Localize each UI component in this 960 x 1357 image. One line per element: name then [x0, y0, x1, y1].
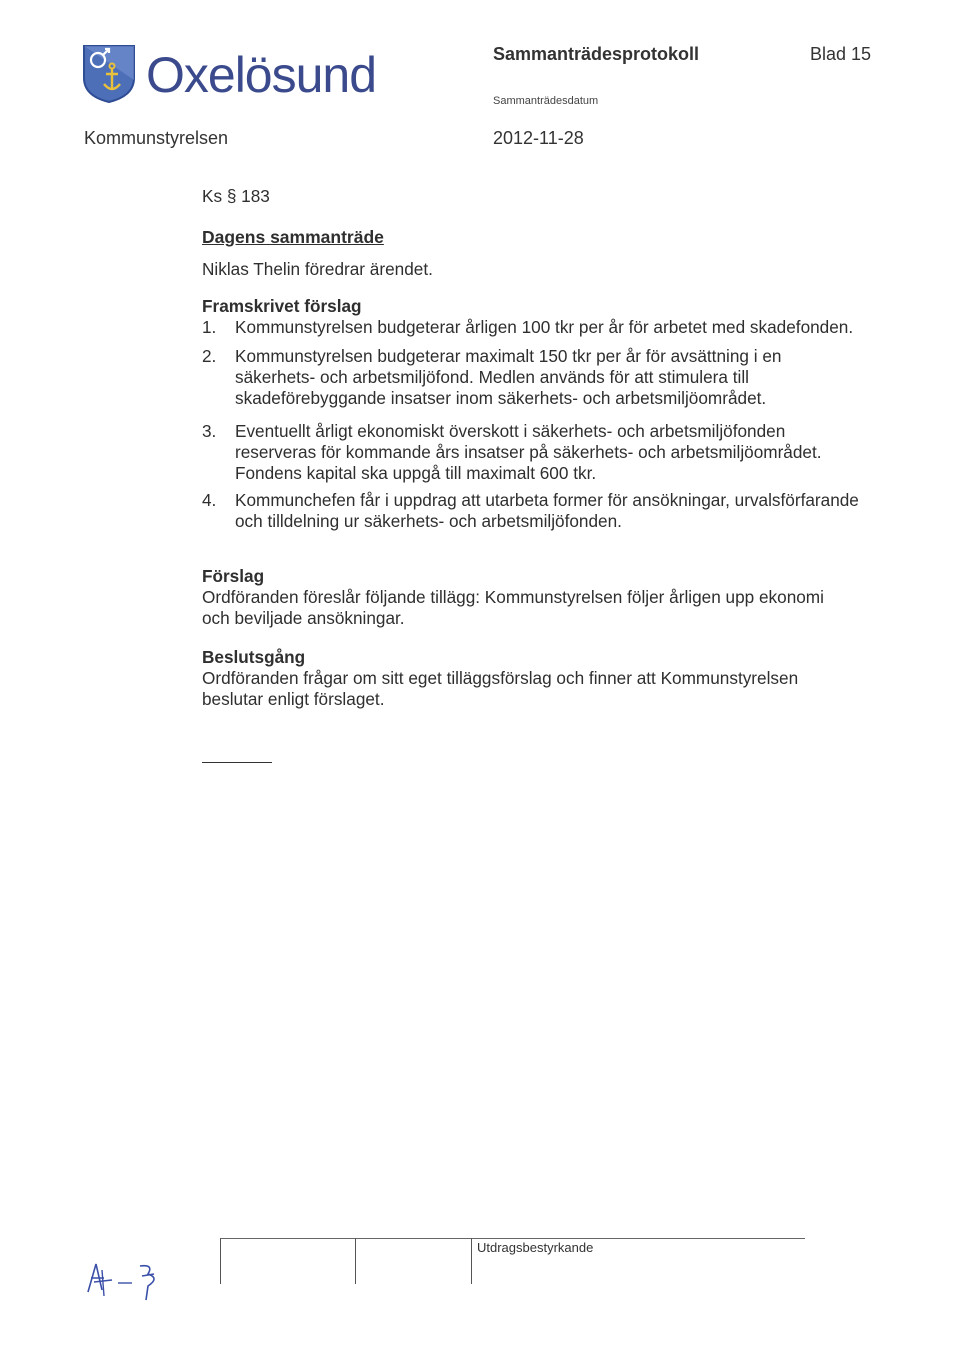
coat-of-arms-icon: [82, 44, 136, 104]
forslag-section: [202, 566, 892, 629]
item-number: 4.: [202, 490, 217, 510]
forslag-heading: Förslag: [202, 566, 265, 586]
item-number: 2.: [202, 346, 217, 366]
item-number: 3.: [202, 421, 217, 441]
signature-initials-icon: [82, 1256, 172, 1306]
municipality-logo: [82, 44, 377, 106]
intro-text: Niklas Thelin föredrar ärendet.: [202, 259, 433, 279]
item-line: Kommunchefen får i uppdrag att utarbeta former för ansökningar, urvalsförfarande: [235, 490, 859, 510]
list-item: [202, 317, 892, 338]
meeting-date-label: Sammanträdesdatum: [493, 95, 599, 107]
list-item: [202, 490, 892, 532]
meeting-date: 2012-11-28: [493, 128, 584, 148]
item-line: och tilldelning ur säkerhets- och arbetsmiljöfonden.: [235, 511, 622, 531]
document-title: Sammanträdesprotokoll: [493, 44, 700, 64]
signature-box-divider: [220, 1238, 221, 1284]
end-rule: [202, 762, 272, 763]
protocol-body: [202, 186, 892, 710]
item-line: skadeförebyggande insatser inom säkerhets- och arbetsmiljöområdet.: [235, 388, 767, 408]
item-number: 1.: [202, 317, 217, 337]
forslag-line: Ordföranden föreslår följande tillägg: Kommunstyrelsen följer årligen upp ekonomi: [202, 587, 824, 607]
section-number: Ks § 183: [202, 186, 270, 206]
logo-wordmark: Oxelösund: [146, 47, 377, 103]
footer-rule: [220, 1238, 805, 1239]
certified-label: Utdragsbestyrkande: [477, 1240, 594, 1255]
item-line: Fondens kapital ska uppgå till maximalt 600 tkr.: [235, 463, 597, 483]
item-line: Eventuellt årligt ekonomiskt överskott i säkerhets- och arbetsmiljöfonden: [235, 421, 786, 441]
sheet-number: Blad 15: [810, 44, 872, 64]
signature-box-divider: [355, 1238, 356, 1284]
beslut-line: Ordföranden frågar om sitt eget tilläggsförslag och finner att Kommunstyrelsen: [202, 668, 799, 688]
beslut-line: beslutar enligt förslaget.: [202, 689, 385, 709]
item-line: reserveras för kommande års insatser på säkerhets- och arbetsmiljöområdet.: [235, 442, 822, 462]
list-item: [202, 421, 892, 484]
signature-box-divider: [471, 1238, 472, 1284]
forslag-line: och beviljade ansökningar.: [202, 608, 405, 628]
item-line: Kommunstyrelsen budgeterar årligen 100 tkr per år för arbetet med skadefonden.: [235, 317, 854, 337]
proposal-list: [202, 317, 892, 532]
beslut-heading: Beslutsgång: [202, 647, 306, 667]
proposal-heading: Framskrivet förslag: [202, 296, 362, 316]
list-item: [202, 346, 892, 409]
item-line: Kommunstyrelsen budgeterar maximalt 150 tkr per år för avsättning i en: [235, 346, 782, 366]
item-line: säkerhets- och arbetsmiljöfond. Medlen används för att stimulera till: [235, 367, 749, 387]
beslut-section: [202, 647, 892, 710]
organ-name: Kommunstyrelsen: [84, 128, 229, 148]
section-heading: Dagens sammanträde: [202, 227, 384, 247]
